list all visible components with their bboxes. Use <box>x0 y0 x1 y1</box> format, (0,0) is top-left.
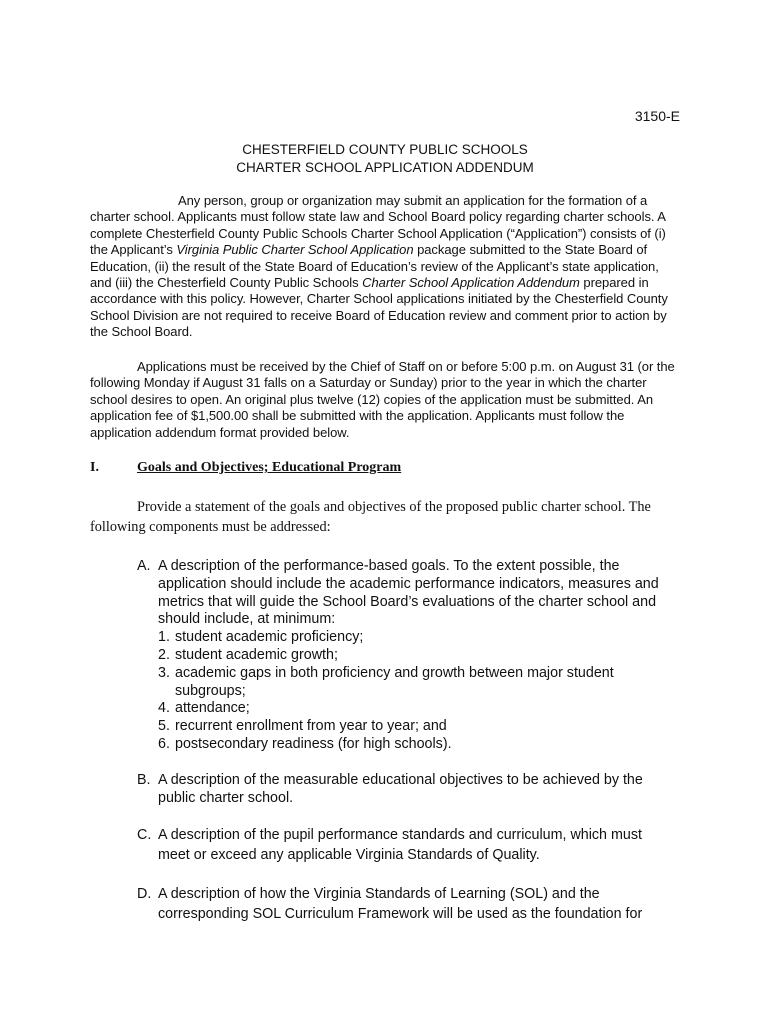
document-title <box>0 141 770 177</box>
sub-item-number: 6. <box>158 735 170 752</box>
sub-item-text: attendance; <box>175 700 250 717</box>
sub-list <box>158 629 677 754</box>
list-item-d <box>137 885 677 924</box>
list-item-d-letter: D. <box>137 886 152 902</box>
intro-p1-text-2: package submitted to the State Board of Education, (ii) the result of the State Board of Education’s review of the Applicant’s state application, and (iii) the Chesterfield County Public Schools <box>90 242 659 291</box>
list-item-c-text: A description of the pupil performance standards and curriculum, which must meet or exceed any applicable Virginia Standards of Quality. <box>158 827 642 863</box>
title-line-1: CHESTERFIELD COUNTY PUBLIC SCHOOLS <box>242 142 528 157</box>
sub-item-number: 5. <box>158 718 170 735</box>
list-item-b-text: A description of the measurable educational objectives to be achieved by the public charter school. <box>158 772 643 806</box>
sub-item-2 <box>158 647 677 665</box>
list-item-c <box>137 826 677 865</box>
intro-p1-italic-1: Virginia Public Charter School Application <box>176 242 414 258</box>
sub-item-text: postsecondary readiness (for high schools). <box>175 735 452 752</box>
sub-item-3 <box>158 665 677 701</box>
intro-p1-italic-2: Charter School Application Addendum <box>362 275 580 291</box>
list-item-b-letter: B. <box>137 772 151 788</box>
list-item-a-letter: A. <box>137 558 151 574</box>
sub-item-number: 4. <box>158 700 170 717</box>
intro-paragraph-1 <box>90 193 680 341</box>
section-intro: Provide a statement of the goals and objectives of the proposed public charter school. The following components must be addressed: <box>90 499 651 535</box>
sub-item-number: 3. <box>158 664 170 681</box>
document-code: 3150-E <box>634 108 680 124</box>
sub-item-number: 1. <box>158 629 170 646</box>
sub-item-text: student academic proficiency; <box>175 629 364 646</box>
list-item-d-text: A description of how the Virginia Standards of Learning (SOL) and the corresponding SOL Curriculum Framework will be used as the foundation for <box>158 886 643 922</box>
sub-item-4 <box>158 700 677 718</box>
title-line-2: CHARTER SCHOOL APPLICATION ADDENDUM <box>236 160 534 175</box>
intro-p1-text-1: Any person, group or organization may submit an application for the formation of a charter school. Applicants must follow state law and School Board policy regarding charter schools. A complete Chesterfield County Public Schools Charter School Application (“Application”) consists of (i) the Applicant’s <box>90 193 666 258</box>
section-title: Goals and Objectives; Educational Program <box>137 460 402 475</box>
sub-item-number: 2. <box>158 646 170 663</box>
sub-item-1 <box>158 629 677 647</box>
list-item-c-letter: C. <box>137 827 152 843</box>
list-item-a-text: A description of the performance-based goals. To the extent possible, the application should include the academic performance indicators, measures and metrics that will guide the School Board’s evaluations of the charter school and should include, at minimum: <box>158 558 659 628</box>
sub-item-text: recurrent enrollment from year to year; and <box>175 718 447 735</box>
sub-item-text: student academic growth; <box>175 646 338 663</box>
list-item-b <box>137 772 677 808</box>
list-item-a <box>137 558 677 754</box>
section-number: I. <box>90 460 99 475</box>
section-heading <box>90 460 401 476</box>
intro-paragraph-2: Applications must be received by the Chief of Staff on or before 5:00 p.m. on August 31 (or the following Monday if August 31 falls on a Saturday or Sunday) prior to the year in which the charter school desires to open. An original plus twelve (12) copies of the application must be submitted. An application fee of $1,500.00 shall be submitted with the application. Applicants must follow the application addendum format provided below. <box>90 359 675 440</box>
sub-item-5 <box>158 718 677 736</box>
sub-item-text: academic gaps in both proficiency and growth between major student subgroups; <box>175 664 614 699</box>
intro-p1-text-3: prepared in accordance with this policy. However, Charter School applications initiated by the Chesterfield County School Division are not required to receive Board of Education review and comment prior to action by the School Board. <box>90 275 668 340</box>
sub-item-6 <box>158 736 677 754</box>
